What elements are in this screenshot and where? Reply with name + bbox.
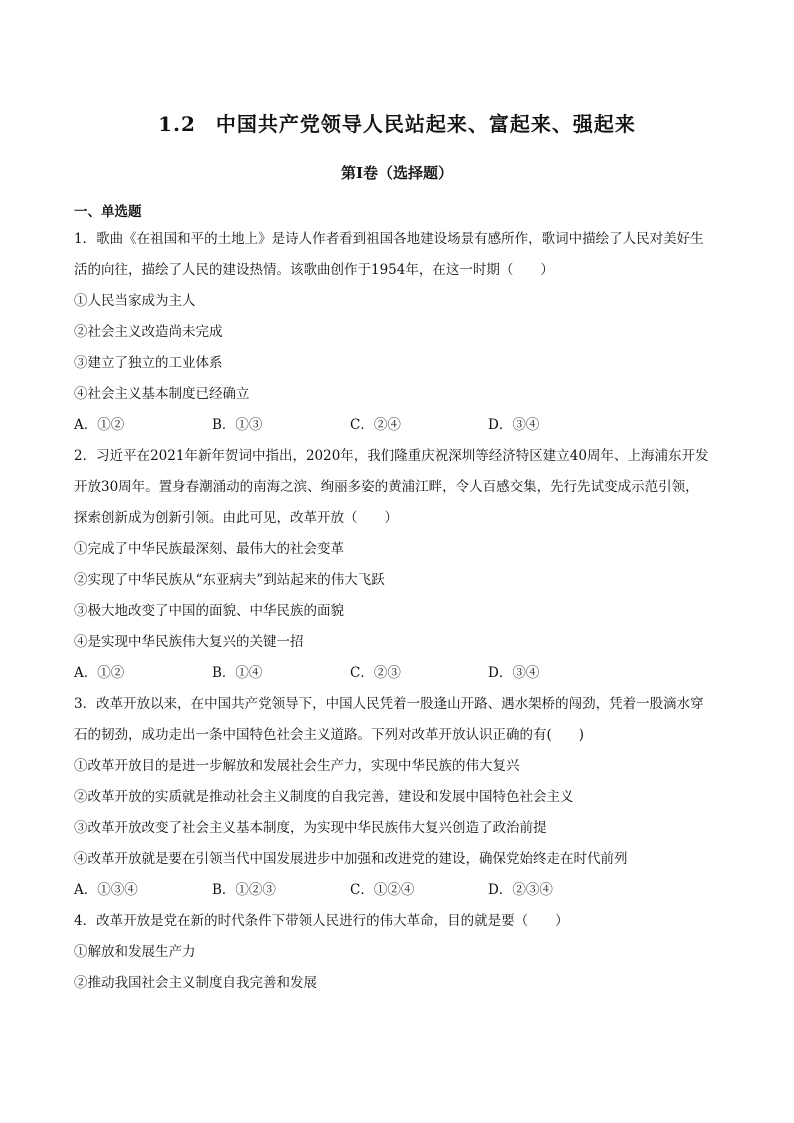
statement: ②改革开放的实质就是推动社会主义制度的自我完善，建设和发展中国特色社会主义: [74, 789, 574, 805]
choice-d[interactable]: D．②③④: [488, 882, 553, 898]
question-3: [74, 689, 734, 906]
question-stem-line: 3．改革开放以来，在中国共产党领导下，中国人民凭着一股逢山开路、遇水架桥的闯劲，凭着一股滴水穿: [74, 696, 704, 712]
statement: ④是实现中华民族伟大复兴的关键一招: [74, 634, 304, 650]
answer-choices: [74, 410, 734, 441]
choice-a[interactable]: A．①②: [74, 665, 125, 681]
choice-d[interactable]: D．③④: [488, 665, 540, 681]
question-stem-line: 2．习近平在2021年新年贺词中指出，2020年，我们隆重庆祝深圳等经济特区建立40周年、上海浦东开发: [74, 448, 709, 464]
choice-a[interactable]: A．①②: [74, 417, 125, 433]
question-stem-line: 石的韧劲，成功走出一条中国特色社会主义道路。下列对改革开放认识正确的有( ): [74, 727, 585, 743]
choice-a[interactable]: A．①③④: [74, 882, 138, 898]
choice-b[interactable]: B．①④: [212, 665, 263, 681]
answer-choices: [74, 658, 734, 689]
question-4: [74, 906, 734, 999]
choice-c[interactable]: C．②③: [350, 665, 401, 681]
statement: ①改革开放目的是进一步解放和发展社会生产力，实现中华民族的伟大复兴: [74, 758, 520, 774]
statement: ④改革开放就是要在引领当代中国发展进步中加强和改进党的建设，确保党始终走在时代前列: [74, 851, 628, 867]
statement: ③极大地改变了中国的面貌、中华民族的面貌: [74, 603, 344, 619]
section-title: 第I卷（选择题）: [340, 164, 454, 182]
statement: ①解放和发展生产力: [74, 944, 196, 960]
statement: ④社会主义基本制度已经确立: [74, 386, 250, 402]
statement: ②实现了中华民族从“东亚病夫”到站起来的伟大飞跃: [74, 572, 385, 588]
question-stem-line: 4．改革开放是党在新的时代条件下带领人民进行的伟大革命，目的就是要（ ）: [74, 913, 569, 929]
part-heading: 一、单选题: [74, 204, 142, 220]
question-stem-line: 开放30周年。置身春潮涌动的南海之滨、绚丽多姿的黄浦江畔，令人百感交集，先行先试变成示范引领，: [74, 479, 699, 495]
statement: ①完成了中华民族最深刻、最伟大的社会变革: [74, 541, 344, 557]
statement: ③改革开放改变了社会主义基本制度，为实现中华民族伟大复兴创造了政治前提: [74, 820, 547, 836]
answer-choices: [74, 875, 734, 906]
question-list: [74, 200, 734, 999]
question-stem-line: 1．歌曲《在祖国和平的土地上》是诗人作者看到祖国各地建设场景有感所作，歌词中描绘了人民对美好生: [74, 231, 704, 247]
choice-d[interactable]: D．③④: [488, 417, 540, 433]
title-number: 1.2: [158, 112, 196, 136]
choice-c[interactable]: C．①②④: [350, 882, 415, 898]
choice-b[interactable]: B．①②③: [212, 882, 276, 898]
title-text: 中国共产党领导人民站起来、富起来、强起来: [215, 112, 636, 136]
choice-b[interactable]: B．①③: [212, 417, 263, 433]
statement: ③建立了独立的工业体系: [74, 355, 223, 371]
statement: ②推动我国社会主义制度自我完善和发展: [74, 975, 317, 991]
choice-c[interactable]: C．②④: [350, 417, 401, 433]
question-stem-line: 活的向往，描绘了人民的建设热情。该歌曲创作于1954年，在这一时期（ ）: [74, 262, 554, 278]
question-stem-line: 探索创新成为创新引领。由此可见，改革开放（ ）: [74, 510, 398, 526]
document-title: [0, 108, 794, 137]
statement: ①人民当家成为主人: [74, 293, 196, 309]
question-1: [74, 224, 734, 441]
question-2: [74, 441, 734, 689]
statement: ②社会主义改造尚未完成: [74, 324, 223, 340]
